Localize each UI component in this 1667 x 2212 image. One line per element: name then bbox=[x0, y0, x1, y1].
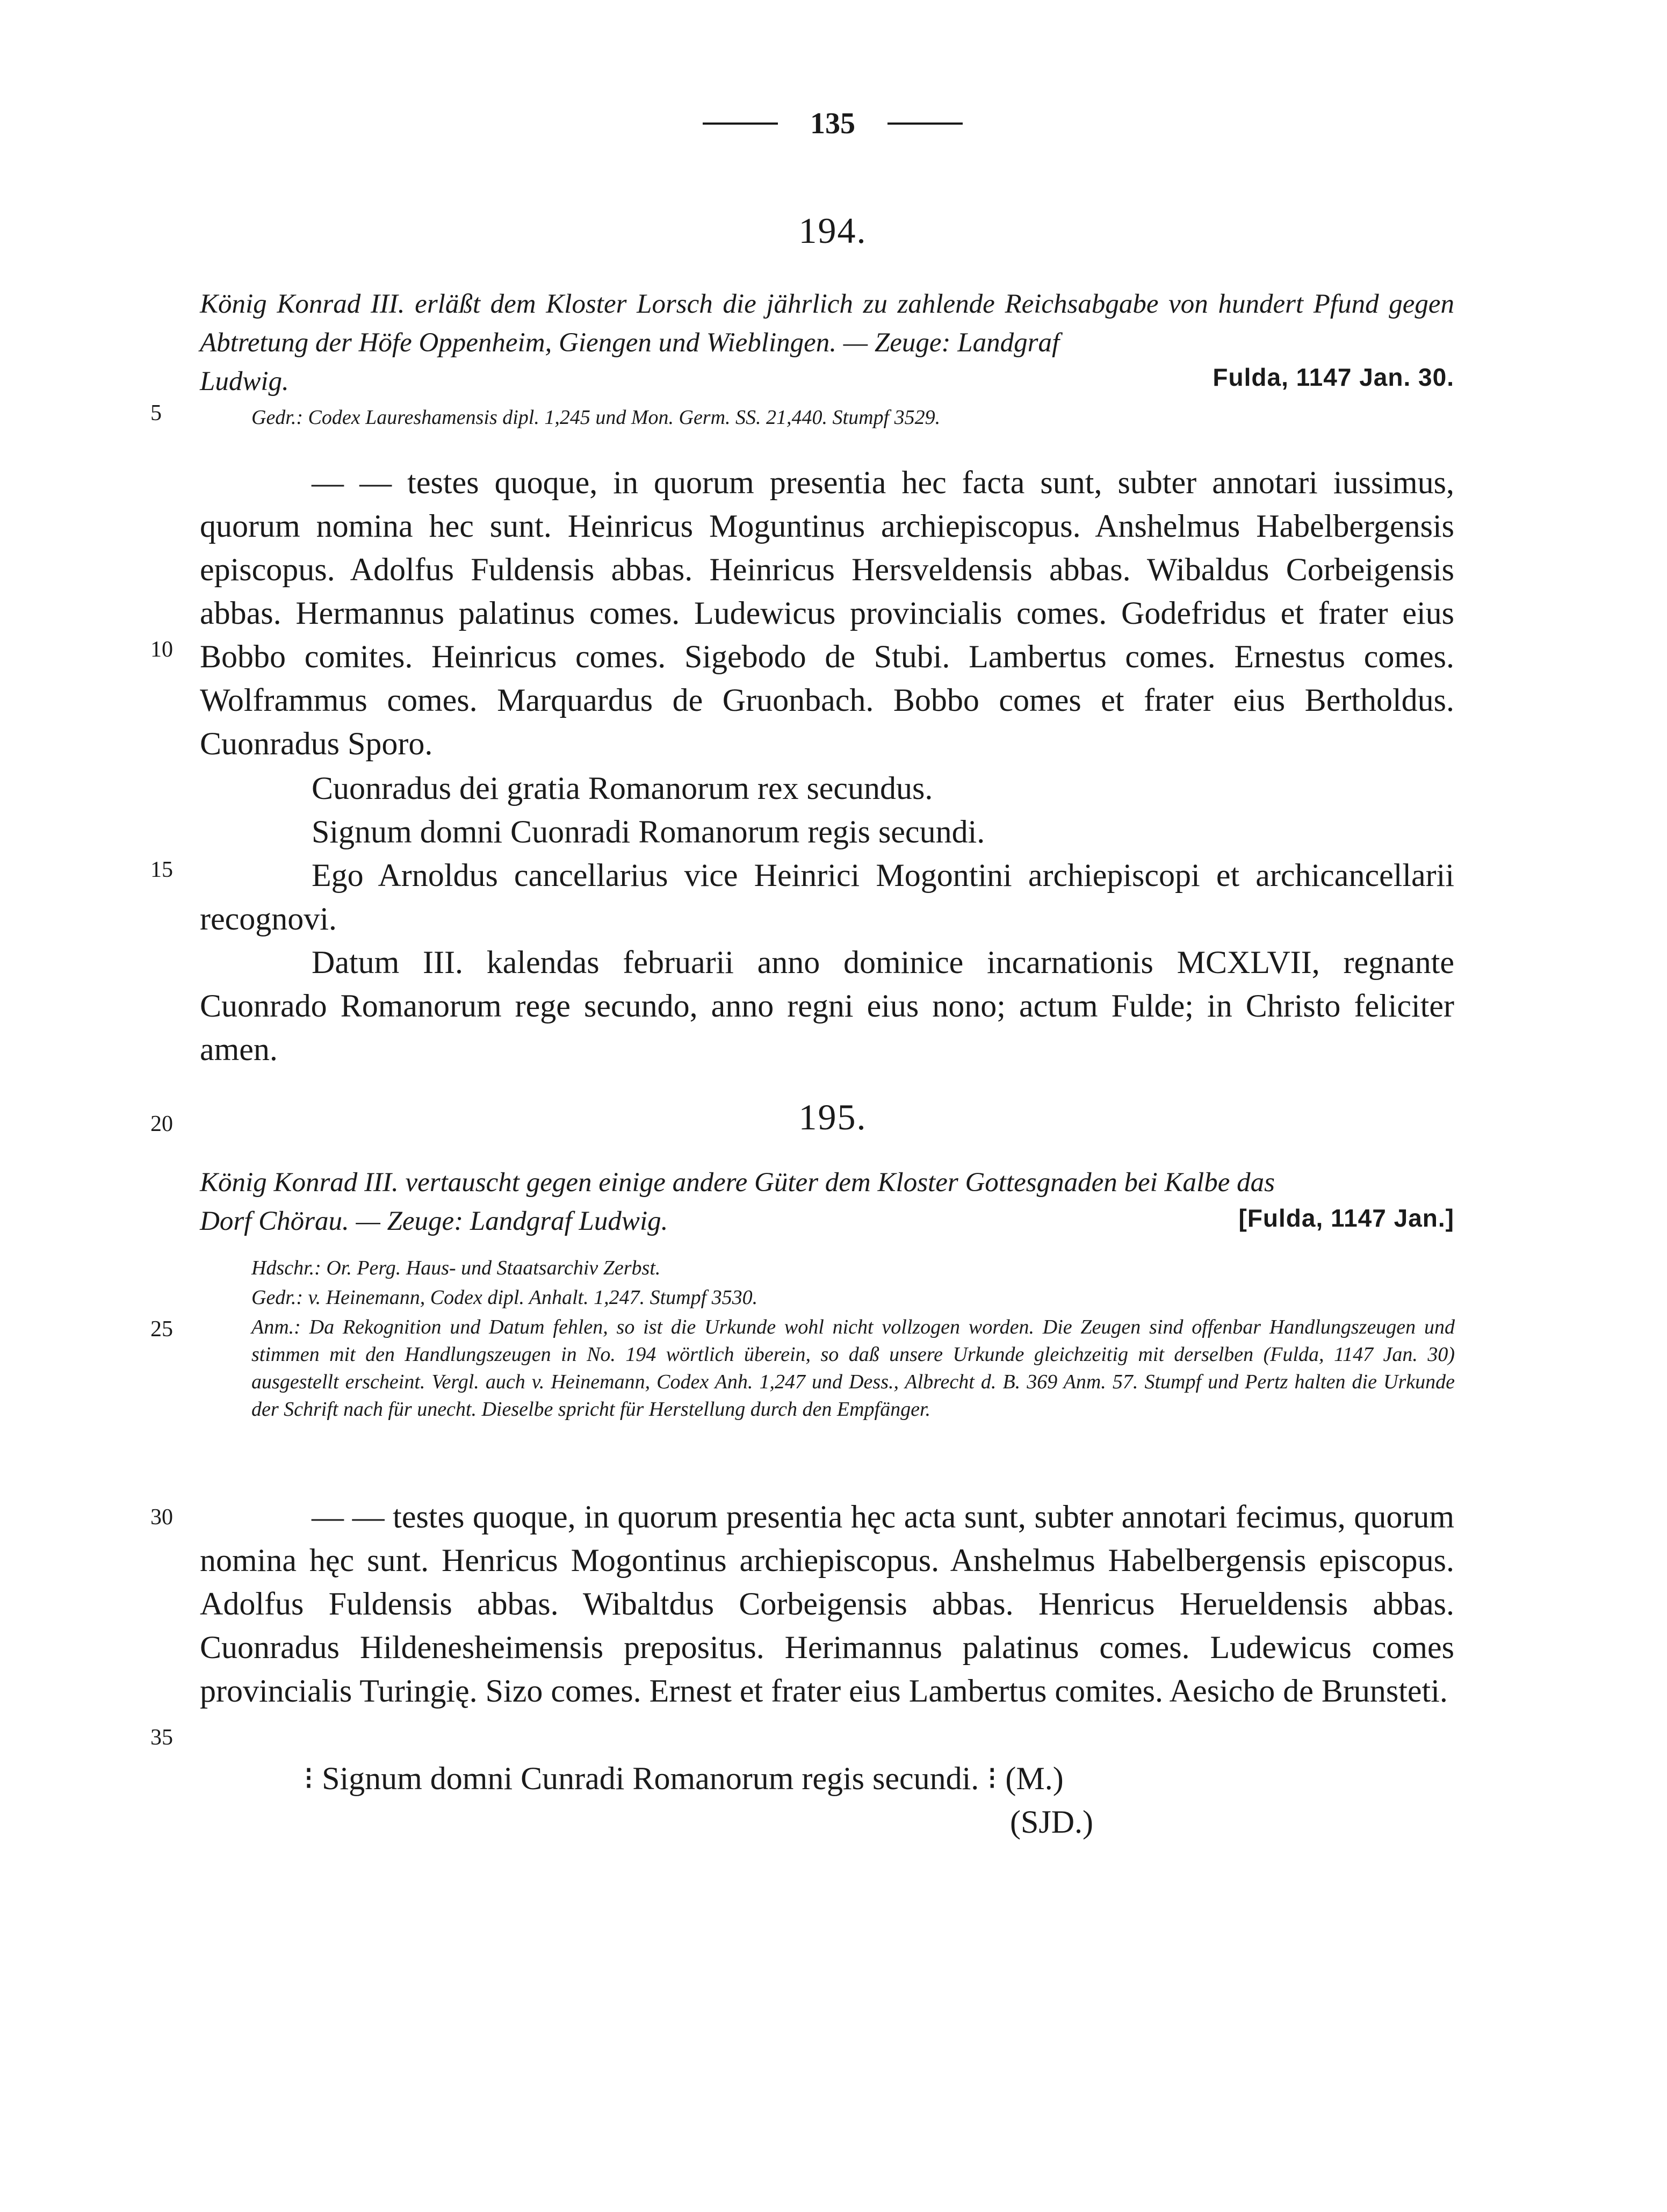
line-number-35: 35 bbox=[150, 1725, 173, 1750]
line-number-25: 25 bbox=[150, 1317, 173, 1342]
regest-194-last: Ludwig. bbox=[200, 366, 289, 397]
line-number-10: 10 bbox=[150, 637, 173, 662]
note-anm-195: Anm.: Da Rekognition und Datum fehlen, so ist die Urkunde wohl nicht vollzogen worden. Die Zeugen sind offenbar Handlungszeugen und stimmen mit den Handlungszeugen in No. 194 wörtlich überein, so daß unsere Urkunde gleichzeitig mit derselben (Fulda, 1147 Jan. 30) ausgestellt erscheint. Vergl. auch v. Heinemann, Codex Anh. 1,247 und Dess., Albrecht d. B. 369 Anm. 57. Stumpf und Pertz halten die Urkunde der Schrift nach für unecht. Dieselbe spricht für Herstellung durch den Empfänger. bbox=[251, 1316, 1455, 1421]
text-194-datum bbox=[200, 941, 1454, 1071]
left-rule bbox=[703, 123, 778, 125]
datum-day: III. bbox=[423, 945, 463, 980]
line-number-20: 20 bbox=[150, 1112, 173, 1136]
line-number-5: 5 bbox=[150, 401, 162, 426]
document-number-194: 194. bbox=[798, 210, 867, 251]
text-194-rex: Cuonradus dei gratia Romanorum rex secundus. bbox=[312, 770, 933, 806]
line-number-15: 15 bbox=[150, 858, 173, 882]
dateline-194: Fulda, 1147 Jan. 30. bbox=[1213, 363, 1454, 391]
datum-part-2: kalendas februarii anno dominice incarnationis bbox=[486, 945, 1153, 980]
datum-part-3: , regnante Cuonrado Romanorum rege secundo, anno regni eius nono; actum Fulde; in Christo feliciter amen. bbox=[200, 945, 1455, 1067]
regest-194-text: König Konrad III. erläßt dem Kloster Lorsch die jährlich zu zahlende Reichsabgabe von hundert Pfund gegen Abtretung der Höfe Oppenheim, Giengen und Wieblingen. — Zeuge: Landgraf bbox=[200, 289, 1454, 358]
running-head bbox=[672, 102, 994, 145]
text-194-main: — — testes quoque, in quorum presentia hec facta sunt, subter annotari iussimus, quorum nomina hec sunt. Heinricus Moguntinus archiepiscopus. Anshelmus Habelbergensis episcopus. Adolfus Fuldensis abbas. Heinricus Hersveldensis abbas. Wibaldus Corbeigensis abbas. Hermannus palatinus comes. Ludewicus provincialis comes. Godefridus et frater eius Bobbo comites. Heinricus comes. Sigebodo de Stubi. Lambertus comes. Ernestus comes. Wolframmus comes. Marquardus de Gruonbach. Bobbo comes et frater eius Bertholdus. Cuonradus Sporo. bbox=[200, 465, 1454, 761]
regest-195-last: Dorf Chörau. — Zeuge: Landgraf Ludwig. bbox=[200, 1206, 668, 1236]
print-note-194: Gedr.: Codex Laureshamensis dipl. 1,245 und Mon. Germ. SS. 21,440. Stumpf 3529. bbox=[251, 406, 941, 429]
document-number-195: 195. bbox=[798, 1097, 867, 1137]
line-number-30: 30 bbox=[150, 1505, 173, 1530]
note-gedr-195: Gedr.: v. Heinemann, Codex dipl. Anhalt. 1,247. Stumpf 3530. bbox=[251, 1286, 758, 1309]
text-194-signum: Signum domni Cuonradi Romanorum regis secundi. bbox=[312, 814, 985, 849]
text-195-signum: ⁝ Signum domni Cunradi Romanorum regis secundi. ⁝ (M.) bbox=[304, 1761, 1064, 1796]
dateline-195: [Fulda, 1147 Jan.] bbox=[1238, 1204, 1454, 1232]
datum-part-1: Datum bbox=[312, 945, 400, 980]
page-number: 135 bbox=[810, 107, 855, 140]
text-194-ego: Ego Arnoldus cancellarius vice Heinrici Mogontini archiepiscopi et archicancellarii recognovi. bbox=[200, 858, 1454, 936]
text-195-main: — — testes quoque, in quorum presentia hęc acta sunt, subter annotari fecimus, quorum nomina hęc sunt. Henricus Mogontinus archiepiscopus. Anshelmus Habelbergensis episcopus. Adolfus Fuldensis abbas. Wibaltdus Corbeigensis abbas. Henricus Herueldensis abbas. Cuonradus Hildenesheimensis prepositus. Herimannus palatinus comes. Ludewicus comes provincialis Turingię. Sizo comes. Ernest et frater eius Lambertus comites. Aesicho de Brunsteti. bbox=[200, 1499, 1454, 1709]
text-195-sjd: (SJD.) bbox=[1010, 1804, 1094, 1840]
note-hdschr-195: Hdschr.: Or. Perg. Haus- und Staatsarchiv Zerbst. bbox=[251, 1257, 661, 1279]
regest-195-text: König Konrad III. vertauscht gegen einige andere Güter dem Kloster Gottesgnaden bei Kalbe das bbox=[200, 1168, 1275, 1198]
right-rule bbox=[887, 123, 963, 125]
datum-year: MCXLVII bbox=[1177, 945, 1312, 980]
